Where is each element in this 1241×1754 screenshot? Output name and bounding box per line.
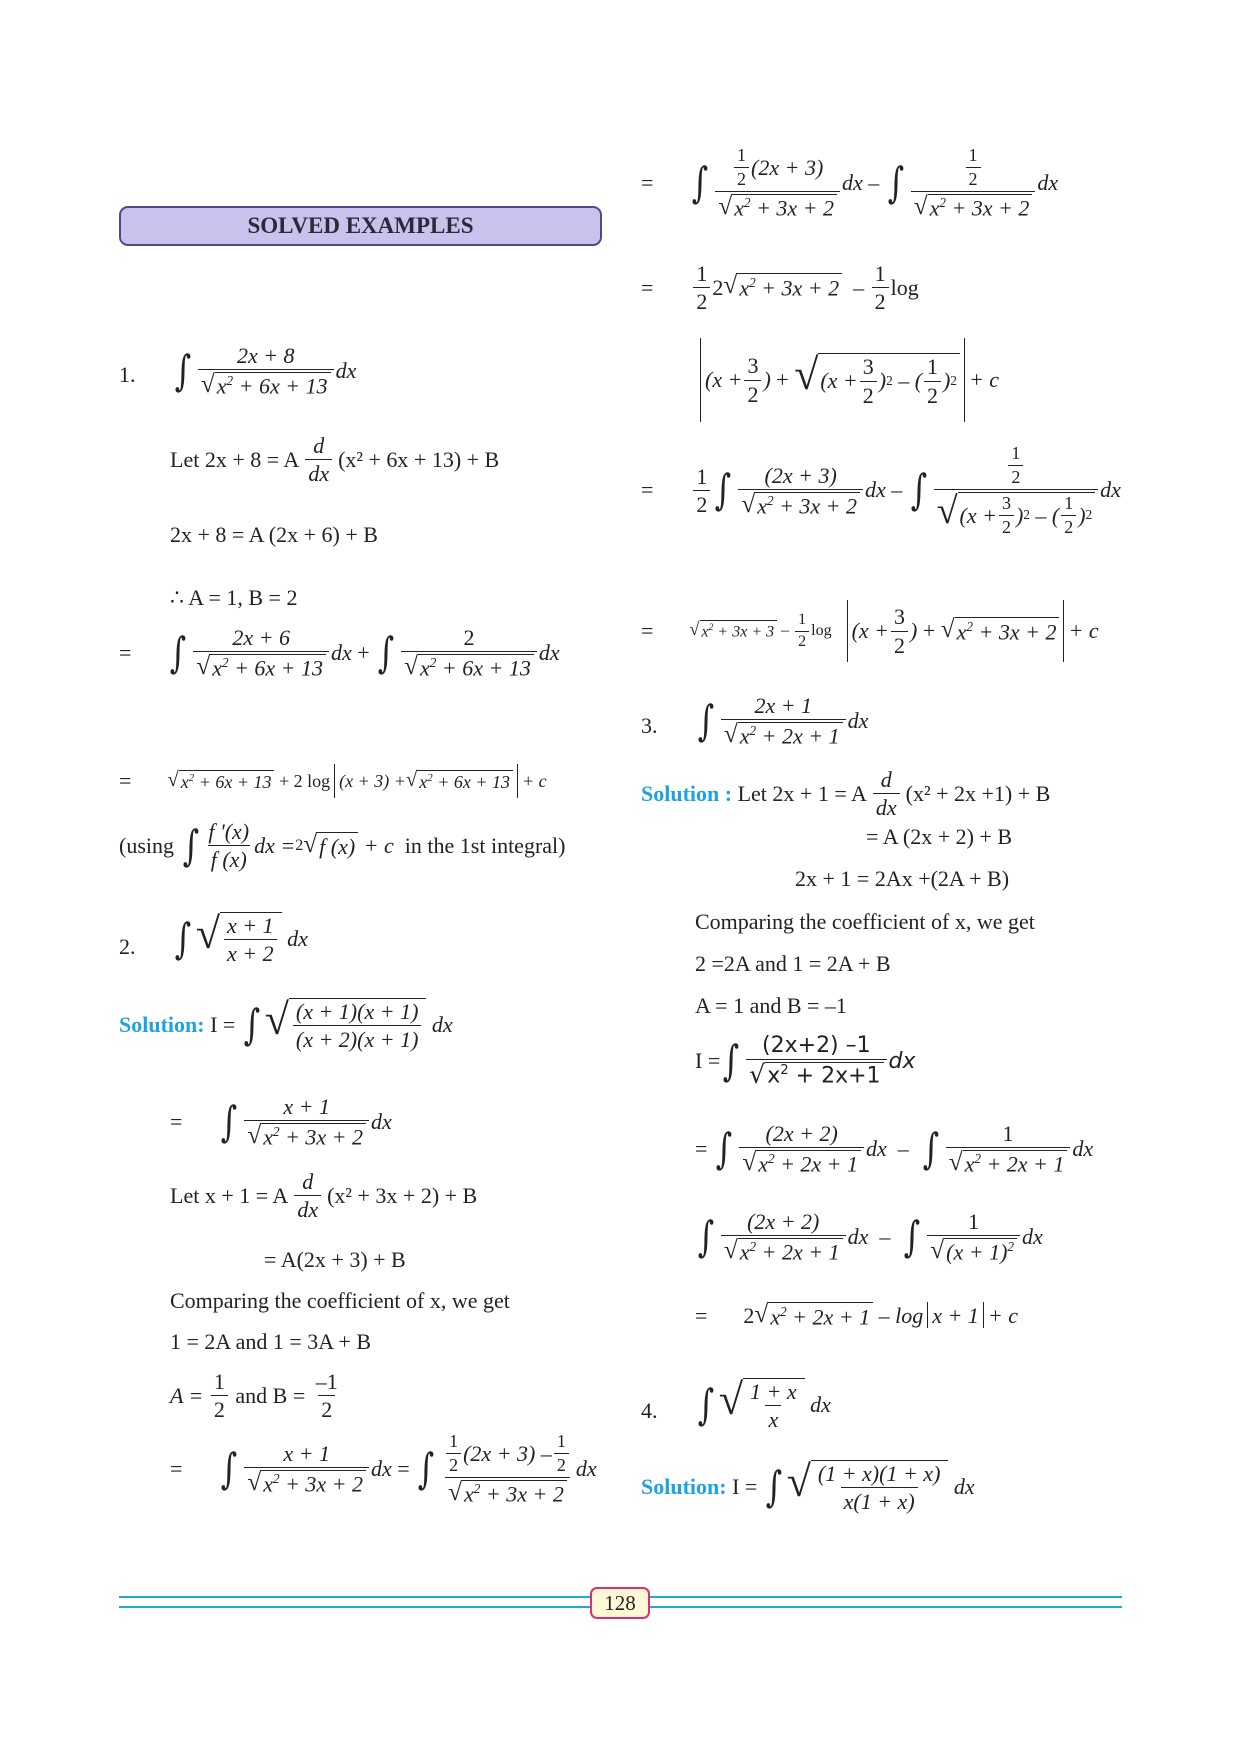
example-2-compare: Comparing the coefficient of x, we get [170, 1288, 510, 1313]
example-3-let: Solution : Let 2x + 1 = A $\frac{d}{dx}$ (x² + 2x +1) + B [641, 767, 1051, 821]
example-1-integral: ∫ 2x + 8 √ $x^2 + 6x + 13$ dx [174, 343, 357, 399]
example-4-number: 4. [641, 1398, 658, 1423]
example-1-split: = ∫ 2x + 6 √ $x^2 + 6x + 13$ dx + ∫ 2 √ $x^2 + 6x + 13$ dx [119, 625, 560, 681]
example-3-step-6: ∫ (2x + 2) √ $x^2 + 2x + 1$ dx – ∫ 1 √ $(x + 1)^2$ dx [697, 1209, 1043, 1265]
example-2-step-4: = ∫ $\frac{1}{2}$ (2x + 3) √ $x^2 + 3x + 2$ dx – ∫ $\frac{1}{2}$ √ $x^2 + 3x + 2$ dx [641, 145, 1059, 221]
example-2-step-3: = ∫ x + 1 √ $x^2 + 3x + 2$ dx = ∫ $\frac{1}{2}$ (2x + 3) – $\frac{1}{2}$ √ $x^2 + 3x + 2$ dx [170, 1431, 597, 1507]
example-2-step-5-log-argument: (x + $\frac{3}{2}$ ) + √ (x + $\frac{3}{2}$ ) 2 – ( $\frac{1}{2}$ ) 2 + c [696, 338, 999, 422]
example-3-integral: ∫ 2x + 1 √ $x^2 + 2x + 1$ dx [697, 693, 869, 749]
example-3-step-4: I = ∫ (2x+2) –1 √ $x^2 + 2x+1$ dx [695, 1033, 916, 1090]
example-4-solution: Solution: I = ∫ √ $\frac{(1 + x)(1 + x)}{x(1 + x)}$ dx [641, 1457, 975, 1515]
example-3-step-2: = A (2x + 2) + B [866, 824, 1013, 849]
example-2-solution: Solution: I = ∫ √ $\frac{(x + 1)(x + 1)}{(x + 2)(x + 1)}$ dx [119, 995, 453, 1053]
example-1-using-note: (using ∫ $\frac{f '(x)}{f (x)}$ dx = 2 √ f (x) + c in the 1st integral) [119, 819, 566, 873]
example-1-let: Let 2x + 8 = A $\frac{d}{dx}$ (x² + 6x + 13) + B [170, 433, 500, 487]
example-1-result: = √ $x^2 + 6x + 13$ + 2 log (x + 3) + √ $x^2 + 6x + 13$ + c [119, 764, 547, 798]
example-2-result: = √ $x^2 + 3x + 3$ – $\frac{1}{2}$ log (x + $\frac{3}{2}$ ) + √ $x^2 + 3x + 2$ + c [641, 600, 1099, 662]
example-2-step-1: = ∫ x + 1 √ $x^2 + 3x + 2$ dx [170, 1094, 392, 1150]
example-3-step-3: 2x + 1 = 2Ax +(2A + B) [795, 866, 1010, 891]
example-2-integral: ∫ √ $\frac{x + 1}{x + 2}$ dx [174, 909, 308, 967]
section-title: SOLVED EXAMPLES [119, 206, 602, 246]
example-2-values: A = $\frac{1}{2}$ and B = $\frac{-1}{2}$ [170, 1369, 338, 1423]
example-4-integral: ∫ √ $\frac{1 + x}{x}$ dx [697, 1375, 831, 1433]
example-2-step-2: = A(2x + 3) + B [264, 1247, 406, 1272]
example-3-result: = 2 √ $x^2 + 2x + 1$ – log x + 1 + c [695, 1300, 1019, 1330]
example-2-step-6: = $\frac{1}{2}$ ∫ (2x + 3) √ $x^2 + 3x + 2$ dx – ∫ $\frac{1}{2}$ √ (x + $\frac{3}{2}$ ) 2 – ( $\frac{1}{2}$ ) 2 dx [641, 443, 1121, 537]
example-1-number: 1. [119, 362, 136, 387]
example-2-number: 2. [119, 934, 136, 959]
example-2-let: Let x + 1 = A $\frac{d}{dx}$ (x² + 3x + 2) + B [170, 1169, 478, 1223]
example-1-step-3: ∴ A = 1, B = 2 [170, 585, 298, 610]
example-2-step-5: = $\frac{1}{2}$ 2 √ $x^2 + 3x + 2$ – $\frac{1}{2}$ log [641, 261, 919, 315]
example-3-step-5: = ∫ (2x + 2) √ $x^2 + 2x + 1$ dx – ∫ 1 √ $x^2 + 2x + 1$ dx [695, 1121, 1094, 1177]
example-1-step-2: 2x + 8 = A (2x + 6) + B [170, 522, 378, 547]
example-2-coefficients: 1 = 2A and 1 = 3A + B [170, 1329, 372, 1354]
example-3-compare: Comparing the coefficient of x, we get [695, 909, 1035, 934]
page-number: 128 [590, 1587, 650, 1619]
example-3-coefficients: 2 =2A and 1 = 2A + B [695, 951, 891, 976]
example-3-values: A = 1 and B = –1 [695, 993, 847, 1018]
example-3-number: 3. [641, 713, 658, 738]
